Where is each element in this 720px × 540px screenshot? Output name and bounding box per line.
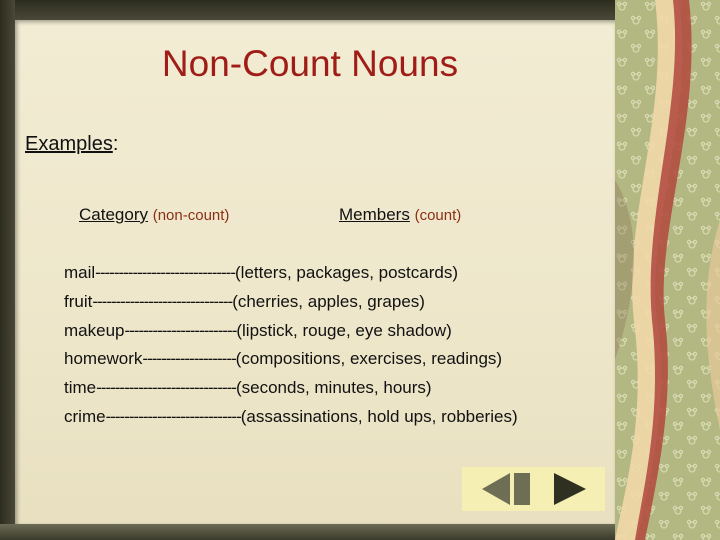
members-header	[339, 204, 461, 227]
examples-heading	[25, 131, 118, 157]
noun: homework	[64, 349, 143, 369]
list-item	[64, 259, 518, 288]
members: (compositions, exercises, readings)	[235, 349, 503, 369]
category-note: (non-count)	[152, 207, 230, 224]
examples-word: Examples	[25, 133, 113, 155]
slide-navigation	[462, 467, 605, 511]
category-header	[79, 204, 229, 227]
noun-list	[64, 259, 518, 432]
members: (seconds, minutes, hours)	[235, 378, 432, 398]
list-item	[64, 317, 518, 346]
triangle-left-icon	[476, 473, 532, 505]
noun: crime	[64, 406, 106, 426]
noun: makeup	[64, 320, 125, 340]
decorative-side-pattern	[615, 0, 720, 540]
members: (cherries, apples, grapes)	[232, 291, 425, 311]
dash-separator: -----------------------------	[105, 406, 241, 426]
members-label: Members	[339, 205, 410, 224]
list-item	[64, 345, 518, 374]
noun: fruit	[64, 291, 93, 311]
dash-separator: --------------------	[142, 349, 236, 369]
list-item	[64, 288, 518, 317]
members: (lipstick, rouge, eye shadow)	[236, 320, 452, 340]
dash-separator: ------------------------------	[96, 378, 236, 398]
page-title: Non-Count Nouns	[161, 43, 459, 84]
next-slide-button[interactable]	[538, 473, 594, 505]
members: (assassinations, hold ups, robberies)	[240, 406, 518, 426]
members-note: (count)	[414, 207, 462, 224]
slide-frame-top	[0, 0, 620, 20]
dash-separator: ------------------------------	[92, 291, 233, 311]
noun: mail	[64, 263, 96, 282]
dash-separator: ------------------------	[124, 320, 237, 340]
slide-frame-bottom	[0, 524, 620, 540]
examples-colon: :	[112, 133, 119, 155]
members: (letters, packages, postcards)	[235, 263, 458, 282]
list-item	[64, 403, 518, 432]
list-item	[64, 374, 518, 403]
noun: time	[64, 378, 97, 398]
previous-slide-button[interactable]	[476, 473, 532, 505]
category-label: Category	[79, 205, 148, 224]
dash-separator: ------------------------------	[95, 263, 236, 282]
triangle-right-icon	[538, 473, 594, 505]
